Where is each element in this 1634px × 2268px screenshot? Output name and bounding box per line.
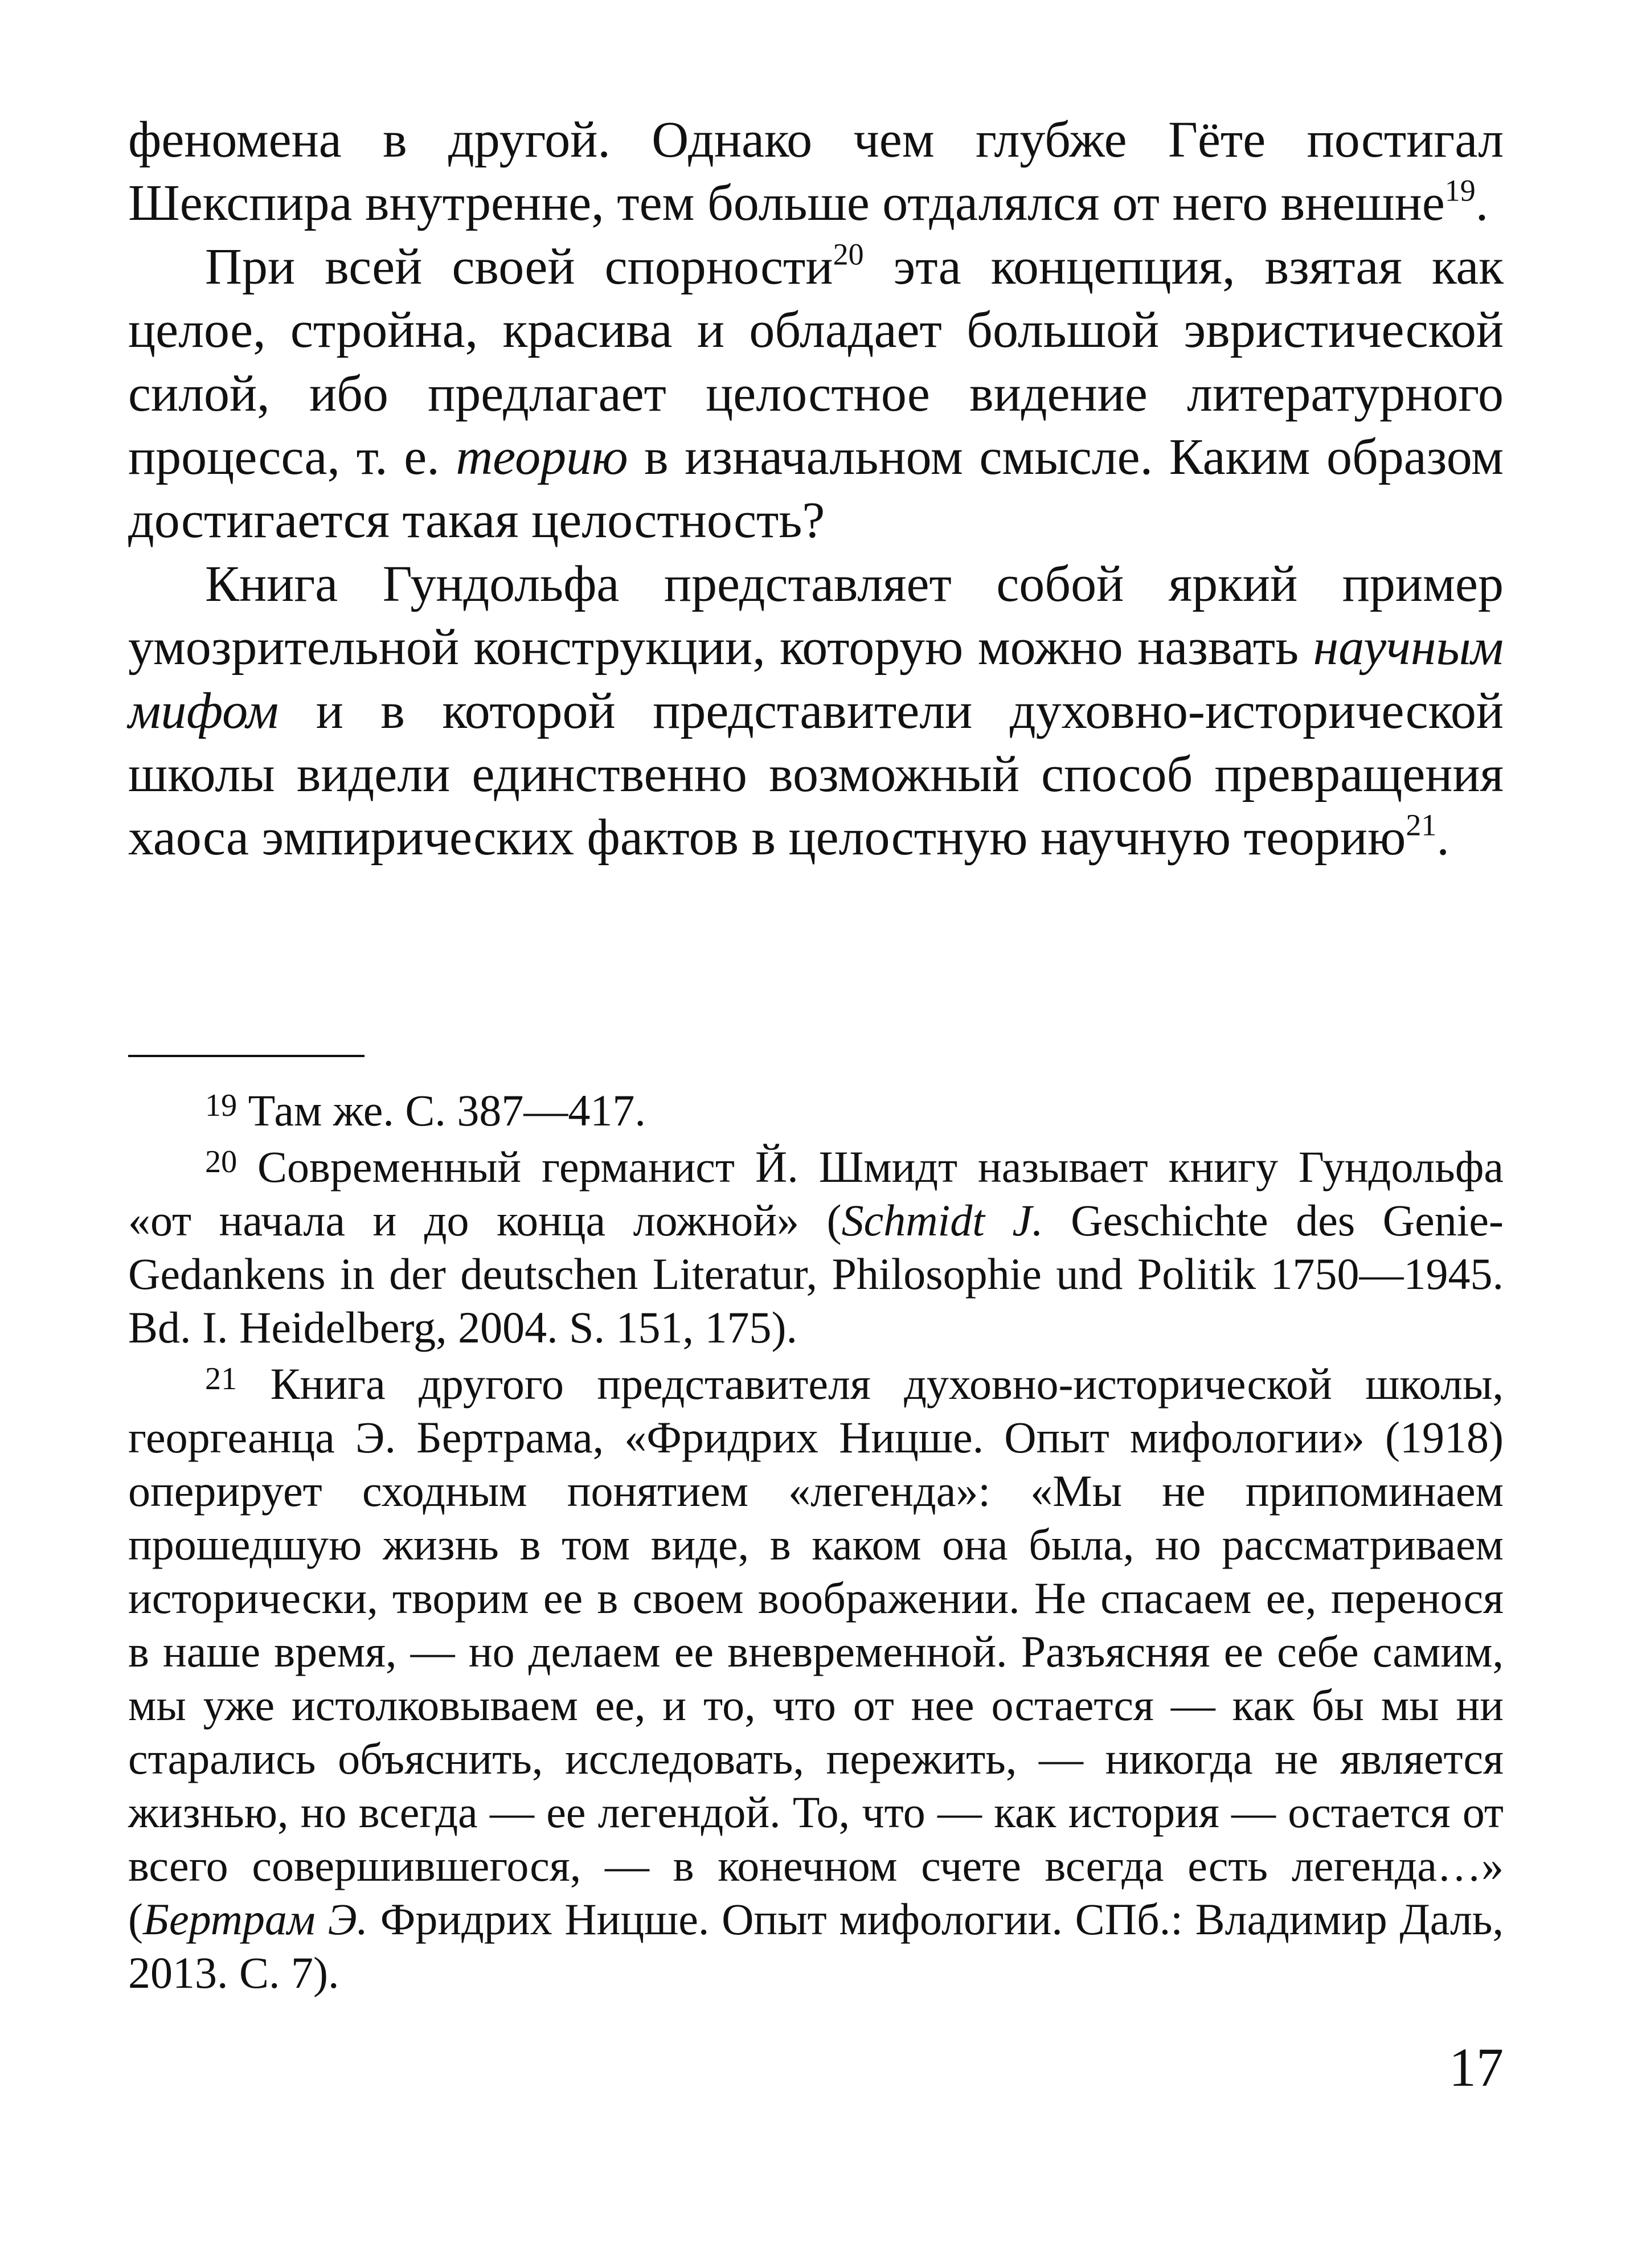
paragraph-3-middle: и в которой представители духовно-исторической школы видели единственно возможный способ превращения хаоса эмпирических фактов в целостную научную теорию [128,682,1504,866]
footnote-21-italic: Бертрам Э. [142,1894,368,1944]
paragraph-3-end: . [1436,809,1449,866]
main-text [128,108,1504,870]
footnote-20-italic: Schmidt J. [841,1196,1043,1245]
footnotes [128,1084,1504,2003]
paragraph-1 [128,108,1504,235]
paragraph-1-end: . [1475,175,1489,232]
paragraph-2-italic: теорию [456,429,628,486]
footnote-ref-20: 20 [833,237,864,272]
paragraph-2-middle: эта концепция, взятая как целое, стройна, красива и обладает большой эвристической силой, ибо предлагает целостное видение литературного процесса, т. е. [128,238,1504,486]
footnote-ref-21: 21 [1406,808,1437,842]
paragraph-2 [128,235,1504,552]
body-text [128,108,1504,870]
paragraph-3-italic: научным мифом [128,619,1504,739]
footnote-19-number: 19 [205,1088,237,1124]
paragraph-3-start: Книга Гундольфа представляет собой яркий пример умозрительной конструкции, которую можно назвать [128,555,1504,676]
footnote-19-text: Там же. С. 387—417. [237,1086,646,1135]
footnote-21 [128,1357,1504,2000]
paragraph-1-text: феномена в другой. Однако чем глубже Гёте постигал Шекспира внутренне, тем больше отдалялся от него внешне [128,112,1504,232]
footnote-20 [128,1140,1504,1354]
page-number: 17 [1449,2037,1504,2098]
footnote-divider [128,1055,365,1057]
footnote-21-end: Фридрих Ницше. Опыт мифологии. СПб.: Владимир Даль, 2013. С. 7). [128,1894,1504,1997]
footnote-ref-19: 19 [1444,173,1476,208]
footnote-20-number: 20 [205,1144,237,1180]
paragraph-3 [128,552,1504,870]
footnote-20-end: Geschichte des Genie-Gedankens in der deutschen Literatur, Philosophie und Politik 1750—1945. Bd. I. Heidelberg, 2004. S. 151, 175). [128,1196,1504,1352]
paragraph-2-start: При всей своей спорности [205,238,833,295]
footnote-20-start: Современный германист Й. Шмидт называет книгу Гундольфа «от начала и до конца ложной» ( [128,1142,1504,1245]
paragraph-2-end: в изначальном смысле. Каким образом достигается такая целостность? [128,429,1504,549]
footnote-21-start: Книга другого представителя духовно-исторической школы, георгеанца Э. Бертрама, «Фридрих Ницше. Опыт мифологии» (1918) оперирует сходным понятием «легенда»: «Мы не припоминаем прошедшую жизнь в том виде, в каком она была, но рассматриваем исторически, творим ее в своем воображении. Не спасаем ее, перенося в наше время, — но делаем ее вневременной. Разъясняя ее себе самим, мы уже истолковываем ее, и то, что от нее остается — как бы мы ни старались объяснить, исследовать, пережить, — никогда не является жизнью, но всегда — ее легендой. То, что — как история — остается от всего совершившегося, — в конечном счете всегда есть легенда…» ( [128,1359,1504,1944]
footnote-21-number: 21 [205,1361,237,1397]
footnote-19 [128,1084,1504,1137]
